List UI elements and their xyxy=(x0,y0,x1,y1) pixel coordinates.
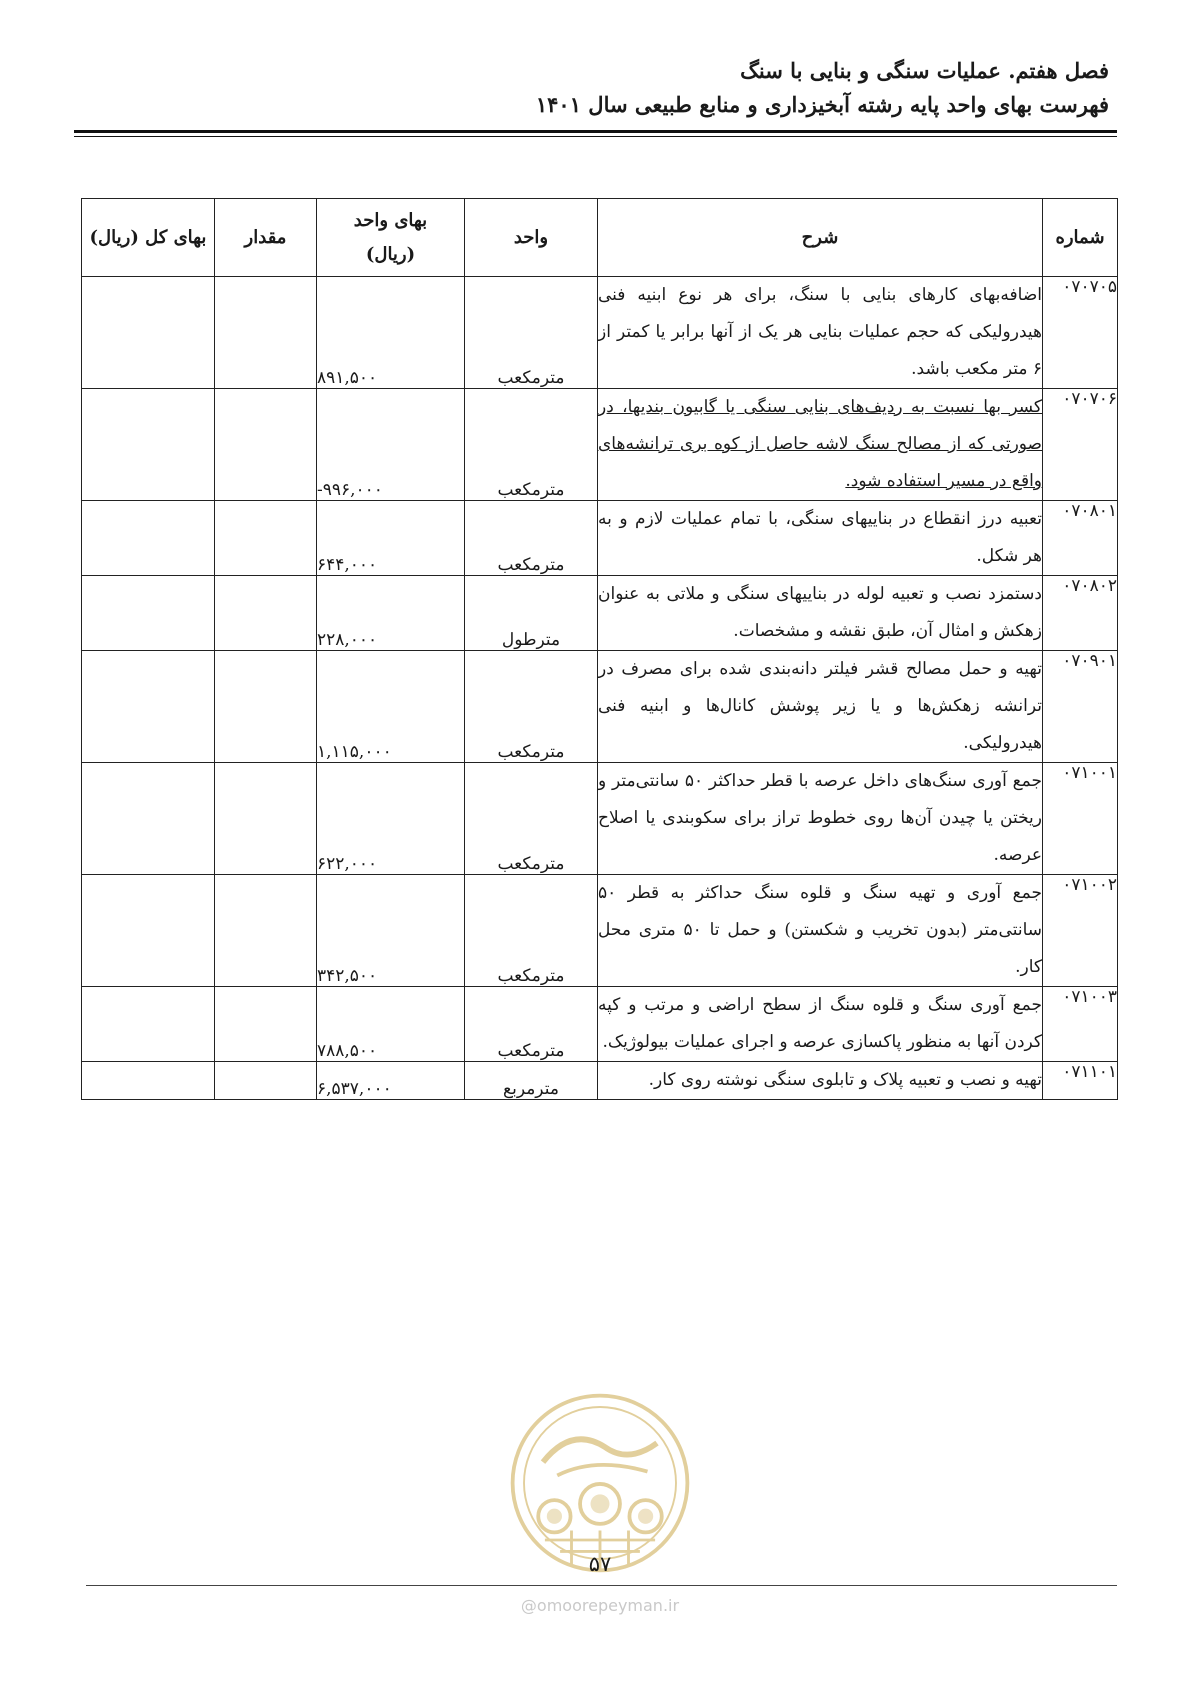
footer-rule xyxy=(86,1585,1117,1586)
item-description: جمع آوری سنگ‌های داخل عرصه با قطر حداکثر ۵۰ سانتی‌متر و ریختن یا چیدن آن‌ها روی خطوط تراز برای سکوبندی یا اصلاح عرصه. xyxy=(598,763,1043,875)
header-rule-thick xyxy=(74,130,1117,133)
item-quantity xyxy=(215,576,317,651)
item-quantity xyxy=(215,1062,317,1100)
item-unit-price: ۶۴۴,۰۰۰ xyxy=(317,501,465,576)
item-unit-price: ۱,۱۱۵,۰۰۰ xyxy=(317,651,465,763)
item-total-price xyxy=(82,1062,215,1100)
item-description-text: کسر بها نسبت به ردیف‌های بنایی سنگی یا گابیون بندیها، در صورتی که از مصالح سنگ لاشه حاصل از کوه بری ترانشه‌های واقع در مسیر استفاده شود. xyxy=(598,397,1042,491)
table-row xyxy=(82,389,1118,501)
table-row xyxy=(82,501,1118,576)
item-total-price xyxy=(82,576,215,651)
item-description: تهیه و حمل مصالح قشر فیلتر دانه‌بندی شده برای مصرف در ترانشه زهکش‌ها و یا زیر پوشش کانال‌ها و ابنیه فنی هیدرولیکی. xyxy=(598,651,1043,763)
item-number: ۰۷۱۰۰۱ xyxy=(1043,763,1118,875)
price-table xyxy=(81,198,1118,1100)
item-total-price xyxy=(82,651,215,763)
header-rule-thin xyxy=(74,136,1117,137)
item-quantity xyxy=(215,277,317,389)
item-total-price xyxy=(82,501,215,576)
item-number: ۰۷۰۸۰۲ xyxy=(1043,576,1118,651)
table-row xyxy=(82,875,1118,987)
omoore-peyman-seal-icon xyxy=(505,1388,695,1578)
item-unit: مترطول xyxy=(465,576,598,651)
item-number: ۰۷۰۷۰۶ xyxy=(1043,389,1118,501)
col-header-unit-price-label: بهای واحد xyxy=(353,209,428,231)
item-unit-price: ۶۲۲,۰۰۰ xyxy=(317,763,465,875)
chapter-title: فصل هفتم. عملیات سنگی و بنایی با سنگ xyxy=(740,58,1109,83)
watermark-url: @omoorepeyman.ir xyxy=(520,1596,680,1615)
item-description xyxy=(598,389,1043,501)
col-header-total-price: بهای کل (ریال) xyxy=(82,199,215,277)
price-list-title: فهرست بهای واحد پایه رشته آبخیزداری و منابع طبیعی سال ۱۴۰۱ xyxy=(535,92,1109,117)
item-unit-price: ۶,۵۳۷,۰۰۰ xyxy=(317,1062,465,1100)
item-total-price xyxy=(82,389,215,501)
col-header-quantity: مقدار xyxy=(215,199,317,277)
table-row xyxy=(82,277,1118,389)
col-header-description: شرح xyxy=(598,199,1043,277)
item-description: جمع آوری و تهیه سنگ و قلوه سنگ حداکثر به قطر ۵۰ سانتی‌متر (بدون تخریب و شکستن) و حمل تا ۵۰ متری محل کار. xyxy=(598,875,1043,987)
item-unit: مترمکعب xyxy=(465,277,598,389)
item-number: ۰۷۱۱۰۱ xyxy=(1043,1062,1118,1100)
col-header-unit-price xyxy=(317,199,465,277)
item-description: دستمزد نصب و تعبیه لوله در بناییهای سنگی و ملاتی به عنوان زهکش و امثال آن، طبق نقشه و مشخصات. xyxy=(598,576,1043,651)
item-number: ۰۷۱۰۰۲ xyxy=(1043,875,1118,987)
item-unit-price: ۳۴۲,۵۰۰ xyxy=(317,875,465,987)
item-description: اضافه‌بهای کارهای بنایی با سنگ، برای هر نوع ابنیه فنی هیدرولیکی که حجم عملیات بنایی هر یک از آنها برابر یا کمتر از ۶ متر مکعب باشد. xyxy=(598,277,1043,389)
item-total-price xyxy=(82,987,215,1062)
item-unit: مترمربع xyxy=(465,1062,598,1100)
item-unit-price: ۸۹۱,۵۰۰ xyxy=(317,277,465,389)
item-unit: مترمکعب xyxy=(465,875,598,987)
item-quantity xyxy=(215,987,317,1062)
item-description: جمع آوری سنگ و قلوه سنگ از سطح اراضی و مرتب و کپه کردن آنها به منظور پاکسازی عرصه و اجرای عملیات بیولوژیک. xyxy=(598,987,1043,1062)
item-quantity xyxy=(215,501,317,576)
item-quantity xyxy=(215,875,317,987)
item-unit: مترمکعب xyxy=(465,651,598,763)
item-quantity xyxy=(215,389,317,501)
col-header-unit: واحد xyxy=(465,199,598,277)
item-number: ۰۷۰۸۰۱ xyxy=(1043,501,1118,576)
item-unit: مترمکعب xyxy=(465,389,598,501)
item-unit-price: ۲۲۸,۰۰۰ xyxy=(317,576,465,651)
table-row xyxy=(82,987,1118,1062)
item-description: تهیه و نصب و تعبیه پلاک و تابلوی سنگی نوشته روی کار. xyxy=(598,1062,1043,1100)
item-quantity xyxy=(215,651,317,763)
table-row xyxy=(82,763,1118,875)
item-unit: مترمکعب xyxy=(465,501,598,576)
item-number: ۰۷۰۹۰۱ xyxy=(1043,651,1118,763)
item-unit-price: ۷۸۸,۵۰۰ xyxy=(317,987,465,1062)
item-total-price xyxy=(82,277,215,389)
item-number: ۰۷۱۰۰۳ xyxy=(1043,987,1118,1062)
item-total-price xyxy=(82,875,215,987)
item-quantity xyxy=(215,763,317,875)
table-row xyxy=(82,1062,1118,1100)
item-unit: مترمکعب xyxy=(465,987,598,1062)
col-header-unit-price-currency: (ریال) xyxy=(365,243,416,265)
item-description: تعبیه درز انقطاع در بناییهای سنگی، با تمام عملیات لازم و به هر شکل. xyxy=(598,501,1043,576)
item-number: ۰۷۰۷۰۵ xyxy=(1043,277,1118,389)
item-unit: مترمکعب xyxy=(465,763,598,875)
table-body xyxy=(82,277,1118,1100)
col-header-number: شماره xyxy=(1043,199,1118,277)
table-row xyxy=(82,651,1118,763)
page-header xyxy=(74,54,1109,122)
item-total-price xyxy=(82,763,215,875)
table-row xyxy=(82,576,1118,651)
table-header-row xyxy=(82,199,1118,277)
item-unit-price: -۹۹۶,۰۰۰ xyxy=(317,389,465,501)
page-number: ۵۷ xyxy=(588,1552,612,1576)
